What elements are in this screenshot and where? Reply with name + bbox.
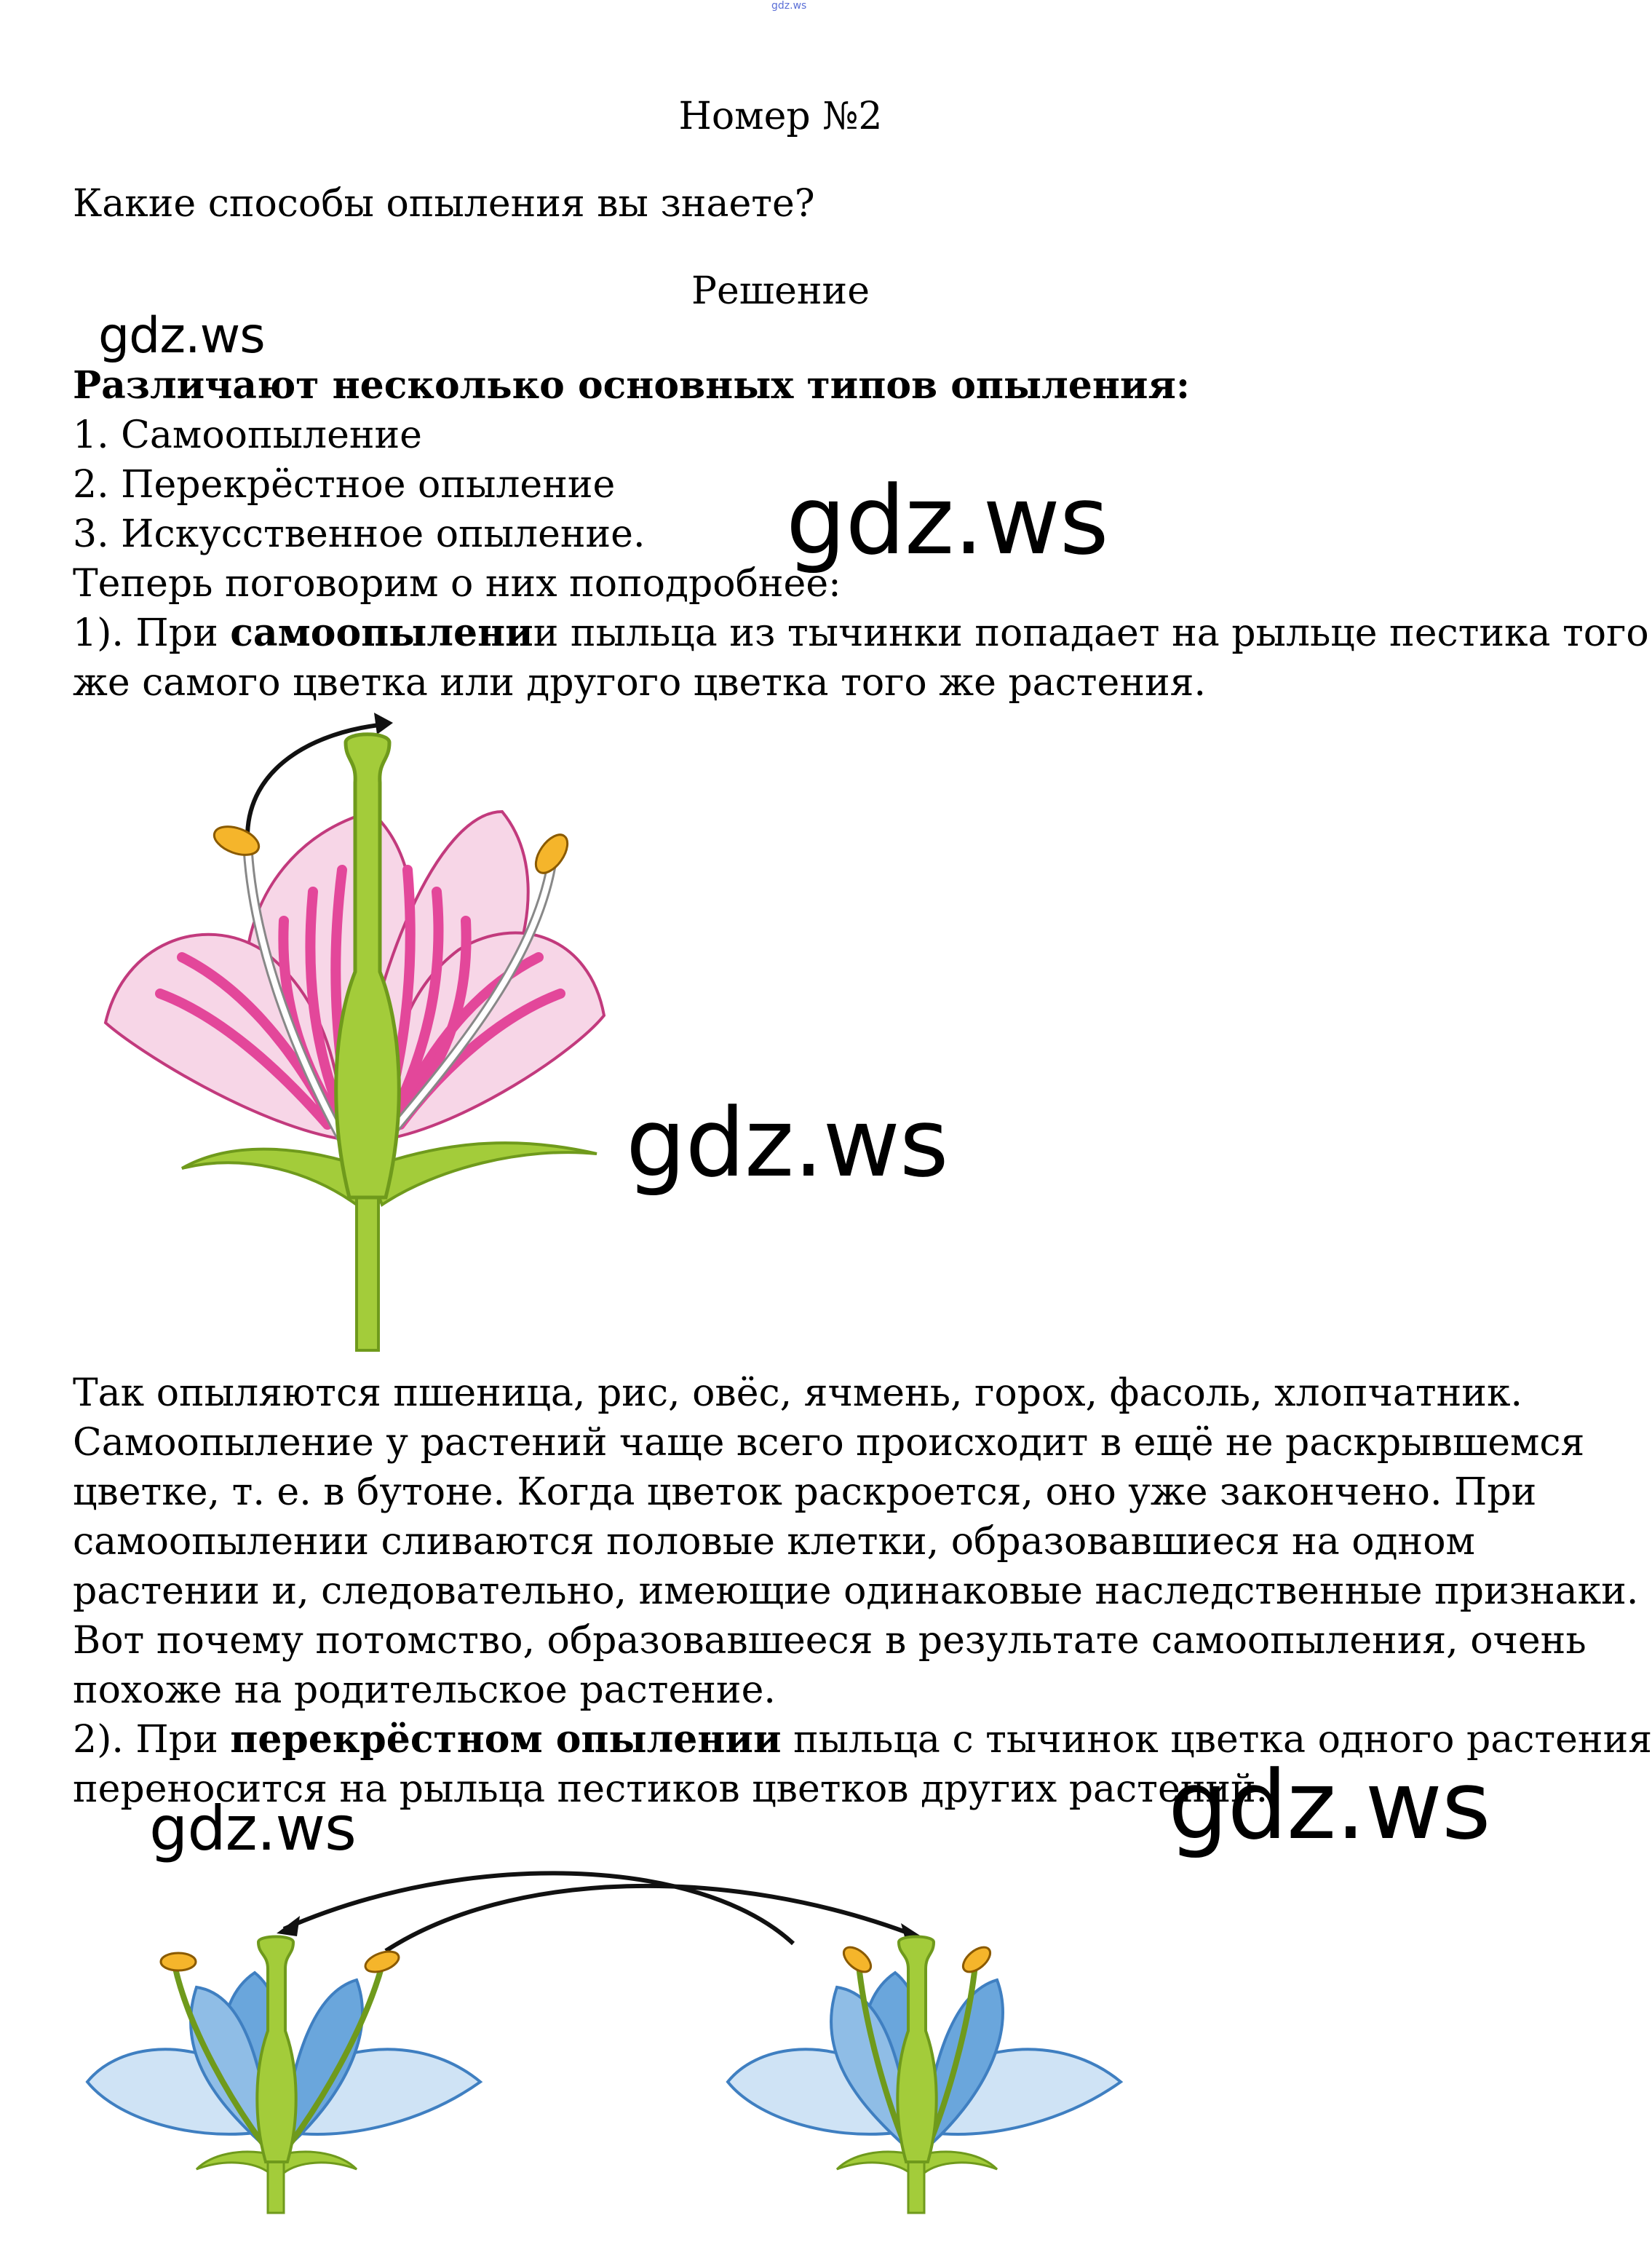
list-item: 3. Искусственное опыление. <box>73 512 646 556</box>
sepal <box>196 2152 273 2173</box>
anther <box>362 1948 401 1976</box>
watermark: gdz.ws <box>149 1793 356 1864</box>
intro-lead: Теперь поговорим о них поподробнее: <box>73 562 841 606</box>
self-term: самоопылени <box>230 611 533 655</box>
anther <box>530 829 574 879</box>
cross-term: перекрёстном опылении <box>230 1717 782 1762</box>
cross-prefix: 2). При <box>73 1718 231 1762</box>
intro-heading: Различают несколько основных типов опыления: <box>73 363 1191 408</box>
cross-rest: пыльца с тычинок цветка одного растения <box>781 1718 1652 1762</box>
self-pollination-flower-illustration <box>95 702 619 1358</box>
pollen-transfer-arrow <box>386 1886 917 1951</box>
watermark: gdz.ws <box>626 1088 948 1198</box>
paragraph-line: цветке, т. е. в бутоне. Когда цветок раскроется, оно уже закончено. При <box>73 1470 1537 1514</box>
self-rest: и пыльца из тычинки попадает на рыльце пестика того <box>533 611 1649 655</box>
list-item: 2. Перекрёстное опыление <box>73 463 616 507</box>
cross-pollination-line-2: переносится на рыльца пестиков цветков других растений. <box>73 1767 1268 1811</box>
arrow-head <box>277 1916 300 1936</box>
pistil <box>257 1937 295 2163</box>
solution-heading: Решение <box>691 269 870 313</box>
paragraph-line: Самоопыление у растений чаще всего происходит в ещё не раскрывшемся <box>73 1421 1585 1465</box>
header-watermark: gdz.ws <box>771 0 807 12</box>
pollen-transfer-arrow <box>284 1873 793 1944</box>
anther <box>210 821 263 860</box>
page-title: Номер №2 <box>678 95 883 138</box>
paragraph-line: Вот почему потомство, образовавшееся в результате самоопыления, очень <box>73 1619 1587 1663</box>
watermark: gdz.ws <box>1168 1750 1490 1861</box>
paragraph-line: растении и, следовательно, имеющие одинаковые наследственные признаки. <box>73 1569 1639 1613</box>
watermark: gdz.ws <box>786 465 1108 576</box>
watermark: gdz.ws <box>98 307 265 365</box>
sepal <box>280 2152 357 2173</box>
paragraph-self-pollination-details <box>73 1368 1652 1814</box>
cross-pollination-illustration <box>73 1863 1135 2213</box>
paragraph-line: самоопылении сливаются половые клетки, образовавшиеся на одном <box>73 1520 1475 1564</box>
pistil <box>897 1937 936 2163</box>
paragraph-line: похоже на родительское растение. <box>73 1668 776 1712</box>
question-text: Какие способы опыления вы знаете? <box>73 182 815 226</box>
self-pollination-line-2: же самого цветка или другого цветка того же растения. <box>73 661 1206 705</box>
blue-flower-left <box>87 1937 480 2214</box>
self-prefix: 1). При <box>73 611 231 655</box>
self-pollination-line-1 <box>73 609 1649 658</box>
arrow-head <box>374 713 393 734</box>
sepal <box>837 2152 913 2173</box>
list-item: 1. Самоопыление <box>73 413 422 457</box>
sepal <box>368 1143 597 1205</box>
sepal <box>921 2152 997 2173</box>
blue-flower-right <box>728 1937 1121 2214</box>
paragraph-line: Так опыляются пшеница, рис, овёс, ячмень, горох, фасоль, хлопчатник. <box>73 1371 1522 1415</box>
anther <box>161 1953 196 1970</box>
stem <box>357 1183 378 1350</box>
